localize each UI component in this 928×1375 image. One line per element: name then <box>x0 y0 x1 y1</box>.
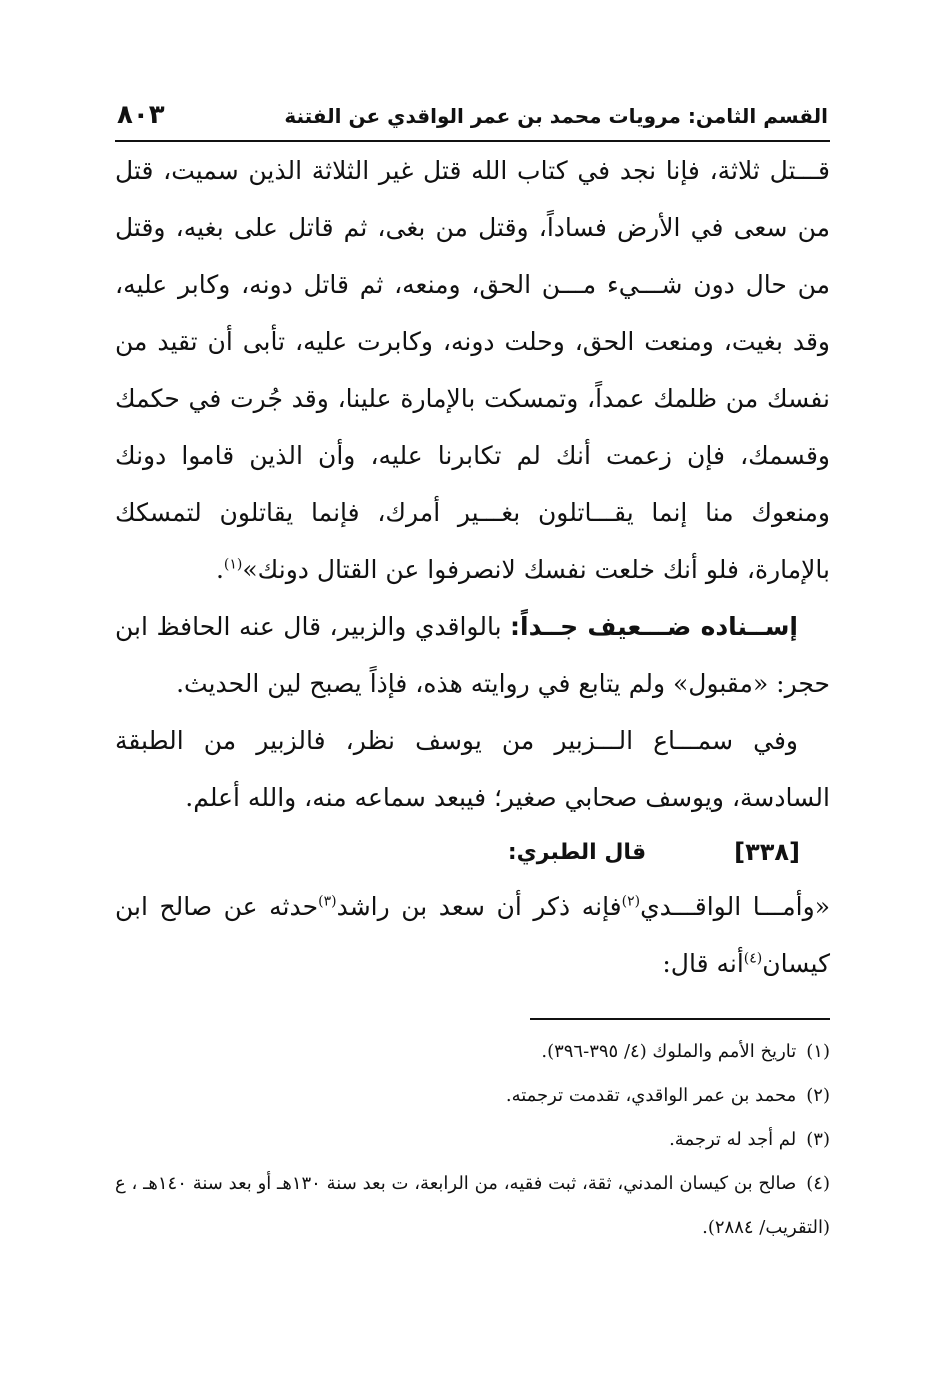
footnote-item <box>115 1162 830 1250</box>
footnote-ref-3: (٣) <box>318 893 337 910</box>
footnote-marker: (٤) <box>806 1173 830 1194</box>
paragraph-3-text: وفي سمـــاع الـــزبير من يوسف نظر، فالزبير من الطبقة السادسة، ويوسف صحابي صغير؛ فيبعد سماعه منه، والله أعلم. <box>115 726 830 812</box>
paragraph-1 <box>115 142 830 598</box>
footnote-marker: (٢) <box>806 1085 830 1106</box>
narration-number: [٣٣٨] <box>734 838 800 866</box>
paragraph-4-part-1: «وأمـــا الواقـــدي <box>640 892 830 921</box>
running-header <box>115 100 830 142</box>
paragraph-1-text: قـــتل ثلاثة، فإنا نجد في كتاب الله قتل غير الثلاثة الذين سميت، قتل من سعى في الأرض فساداً، وقتل من بغى، ثم قاتل على بغيه، وقتل من حال دون شـــيء مـــن الحق، ومنعه، ثم قاتل دونه، وكابر عليه، وقد بغيت، ومنعت الحق، وحلت دونه، وكابرت عليه، تأبى أن تقيد من نفسك من ظلمك عمداً، وتمسكت بالإمارة علينا، وقد جُرت في حكمك وقسمك، فإن زعمت أنك لم تكابرنا عليه، وأن الذين قاموا دونك ومنعوك منا إنما يقـــاتلون بغـــير أمرك، فإنما يقاتلون لتمسكك بالإمارة، فلو أنك خلعت نفسك لانصرفوا عن القتال دونك» <box>115 156 830 584</box>
paragraph-4-part-3: حدثه عن صالح ابن كيسان <box>115 892 830 978</box>
footnote-text: محمد بن عمر الواقدي، تقدمت ترجمته. <box>505 1085 797 1106</box>
footnote-text: صالح بن كيسان المدني، ثقة، ثبت فقيه، من الرابعة، ت بعد سنة ١٣٠هـ أو بعد سنة ١٤٠هـ ، ع (التقريب/ ٢٨٨٤). <box>115 1173 830 1238</box>
page-body <box>115 100 830 992</box>
paragraph-1-end: . <box>215 555 224 584</box>
footnote-separator <box>530 1018 830 1020</box>
footnote-ref-4: (٤) <box>743 950 763 967</box>
paragraph-2 <box>115 598 830 712</box>
narration-heading <box>115 826 830 878</box>
footnote-item <box>115 1074 830 1118</box>
narration-label: قال الطبري: <box>507 839 647 865</box>
footnote-item <box>115 1030 830 1074</box>
footnote-text: لم أجد له ترجمة. <box>669 1129 797 1150</box>
paragraph-4-part-4: أنه قال: <box>662 949 744 978</box>
footnote-text: تاريخ الأمم والملوك (٤/ ٣٩٥-٣٩٦). <box>541 1041 797 1062</box>
paragraph-4-part-2: فإنه ذكر أن سعد بن راشد <box>336 892 622 921</box>
page-number: ٨٠٣ <box>117 100 165 130</box>
running-title: القسم الثامن: مرويات محمد بن عمر الواقدي عن الفتنة <box>284 104 828 128</box>
footnote-ref-2: (٢) <box>621 893 641 910</box>
footnote-marker: (٣) <box>806 1129 830 1150</box>
paragraph-4 <box>115 878 830 992</box>
footnote-item <box>115 1118 830 1162</box>
footnotes-list <box>115 1030 830 1250</box>
isnad-label: إســناده ضـــعيف جــداً: <box>510 612 798 641</box>
paragraph-3 <box>115 712 830 826</box>
footnote-marker: (١) <box>806 1041 830 1062</box>
paragraph-2-text: بالواقدي والزبير، قال عنه الحافظ ابن حجر: «مقبول» ولم يتابع في روايته هذه، فإذاً يصبح لين الحديث. <box>115 612 830 698</box>
footnote-ref-1: (١) <box>223 556 243 573</box>
